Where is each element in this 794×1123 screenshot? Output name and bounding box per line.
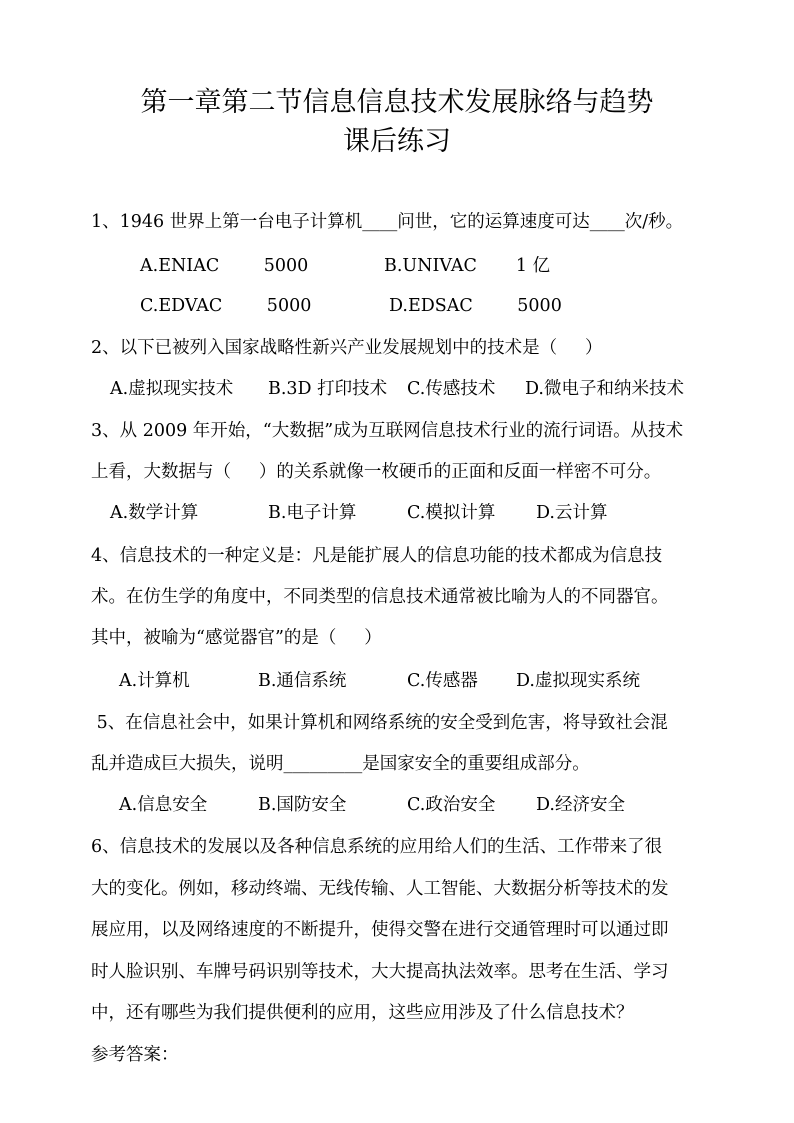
question-4-line-3: 其中，被喻为“感觉器官”的是（ ） bbox=[91, 628, 382, 648]
q2-option-b: B.3D 打印技术 bbox=[268, 379, 388, 399]
q3-option-a: A.数学计算 bbox=[110, 503, 199, 523]
question-3-line-1: 3、从 2009 年开始，“大数据”成为互联网信息技术行业的流行词语。从技术 bbox=[91, 421, 684, 441]
q1-option-d: D.EDSAC 5000 bbox=[389, 296, 562, 316]
q2-option-d: D.微电子和纳米技术 bbox=[525, 379, 684, 399]
q5-option-b: B.国防安全 bbox=[258, 795, 347, 815]
q2-option-a: A.虚拟现实技术 bbox=[110, 379, 234, 399]
q3-option-d: D.云计算 bbox=[536, 503, 608, 523]
question-6-line-2: 大的变化。例如，移动终端、无线传输、人工智能、大数据分析等技术的发 bbox=[91, 879, 669, 899]
question-5-line-2: 乱并造成巨大损失，说明_________是国家安全的重要组成部分。 bbox=[91, 754, 590, 774]
q4-option-b: B.通信系统 bbox=[258, 671, 347, 691]
question-1: 1、1946 世界上第一台电子计算机____问世，它的运算速度可达____次/秒。 bbox=[91, 212, 684, 232]
q1-option-b: B.UNIVAC 1 亿 bbox=[384, 256, 551, 276]
question-4-line-2: 术。在仿生学的角度中，不同类型的信息技术通常被比喻为人的不同器官。 bbox=[91, 587, 669, 607]
q2-option-c: C.传感技术 bbox=[407, 379, 496, 399]
question-4-line-1: 4、信息技术的一种定义是：凡是能扩展人的信息功能的技术都成为信息技 bbox=[91, 546, 663, 566]
q5-option-a: A.信息安全 bbox=[119, 795, 208, 815]
q5-option-d: D.经济安全 bbox=[536, 795, 625, 815]
question-3-line-2: 上看，大数据与（ ）的关系就像一枚硬币的正面和反面一样密不可分。 bbox=[91, 462, 662, 482]
q4-option-c: C.传感器 bbox=[407, 671, 478, 691]
q4-option-d: D.虚拟现实系统 bbox=[516, 671, 640, 691]
q3-option-c: C.模拟计算 bbox=[407, 503, 496, 523]
question-6-line-3: 展应用，以及网络速度的不断提升，使得交警在进行交通管理时可以通过即 bbox=[91, 920, 669, 940]
q1-option-c: C.EDVAC 5000 bbox=[140, 296, 312, 316]
q1-option-a: A.ENIAC 5000 bbox=[140, 256, 309, 276]
question-6-line-4: 时人脸识别、车牌号码识别等技术，大大提高执法效率。思考在生活、学习 bbox=[91, 962, 669, 982]
question-5-line-1: 5、在信息社会中，如果计算机和网络系统的安全受到危害，将导致社会混 bbox=[91, 713, 668, 733]
page-title: 第一章第二节信息信息技术发展脉络与趋势 bbox=[140, 87, 654, 118]
answer-label: 参考答案： bbox=[91, 1045, 179, 1065]
question-6-line-5: 中，还有哪些为我们提供便利的应用，这些应用涉及了什么信息技术？ bbox=[91, 1003, 634, 1023]
page-subtitle: 课后练习 bbox=[343, 126, 451, 157]
question-6-line-1: 6、信息技术的发展以及各种信息系统的应用给人们的生活、工作带来了很 bbox=[91, 837, 663, 857]
question-2: 2、以下已被列入国家战略性新兴产业发展规划中的技术是（ ） bbox=[91, 338, 603, 358]
q5-option-c: C.政治安全 bbox=[407, 795, 496, 815]
q4-option-a: A.计算机 bbox=[119, 671, 190, 691]
q3-option-b: B.电子计算 bbox=[268, 503, 357, 523]
